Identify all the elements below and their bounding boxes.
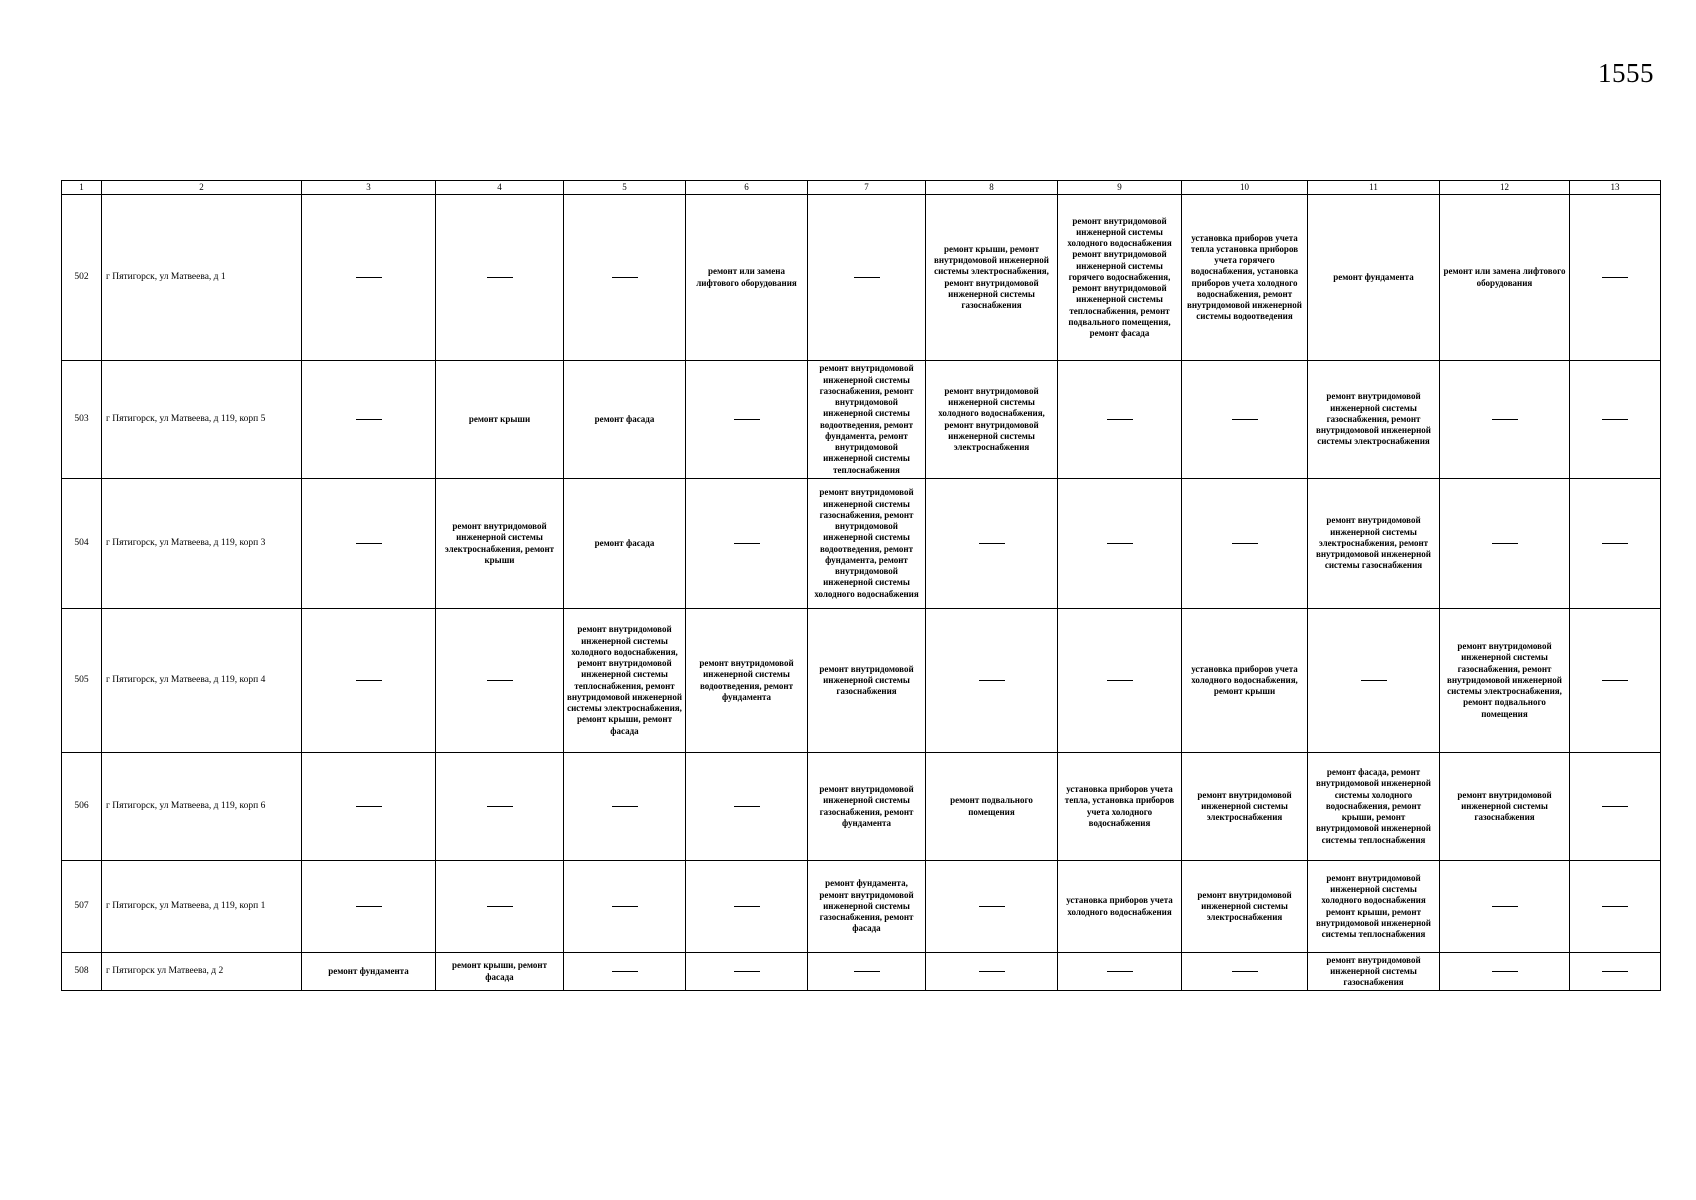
work-type-cell: ремонт внутридомовой инженерной системы газоснабжения	[1440, 753, 1570, 861]
empty-dash-cell	[1440, 479, 1570, 609]
work-type-cell: ремонт фундамента	[1308, 195, 1440, 361]
dash-mark	[356, 906, 382, 907]
dash-mark	[612, 971, 638, 972]
column-number: 3	[302, 181, 436, 195]
dash-mark	[734, 906, 760, 907]
empty-dash-cell	[1440, 861, 1570, 953]
dash-mark	[1107, 419, 1133, 420]
column-number: 4	[436, 181, 564, 195]
work-type-cell: ремонт внутридомовой инженерной системы газоснабжения	[808, 609, 926, 753]
column-number-row	[62, 181, 1661, 195]
dash-mark	[979, 906, 1005, 907]
dash-mark	[487, 906, 513, 907]
dash-mark	[1492, 906, 1518, 907]
empty-dash-cell	[1058, 479, 1182, 609]
work-type-cell: ремонт внутридомовой инженерной системы электроснабжения, ремонт внутридомовой инженерной системы газоснабжения	[1308, 479, 1440, 609]
dash-mark	[1602, 543, 1628, 544]
work-type-cell: установка приборов учета холодного водоснабжения, ремонт крыши	[1182, 609, 1308, 753]
work-type-cell: ремонт внутридомовой инженерной системы газоснабжения, ремонт внутридомовой инженерной системы электроснабжения, ремонт подвального помещения	[1440, 609, 1570, 753]
column-number: 9	[1058, 181, 1182, 195]
dash-mark	[734, 971, 760, 972]
dash-mark	[1492, 543, 1518, 544]
work-type-cell: ремонт внутридомовой инженерной системы электроснабжения	[1182, 861, 1308, 953]
table-row	[62, 361, 1661, 479]
table-row	[62, 753, 1661, 861]
empty-dash-cell	[1440, 361, 1570, 479]
empty-dash-cell	[302, 361, 436, 479]
empty-dash-cell	[564, 861, 686, 953]
dash-mark	[854, 277, 880, 278]
row-number: 508	[62, 953, 102, 991]
empty-dash-cell	[808, 195, 926, 361]
dash-mark	[734, 806, 760, 807]
column-number: 13	[1570, 181, 1661, 195]
work-type-cell: ремонт подвального помещения	[926, 753, 1058, 861]
work-type-cell: ремонт внутридомовой инженерной системы водоотведения, ремонт фундамента	[686, 609, 808, 753]
empty-dash-cell	[564, 953, 686, 991]
empty-dash-cell	[1182, 479, 1308, 609]
work-type-cell: установка приборов учета холодного водоснабжения	[1058, 861, 1182, 953]
work-type-cell: ремонт внутридомовой инженерной системы электроснабжения, ремонт крыши	[436, 479, 564, 609]
empty-dash-cell	[686, 479, 808, 609]
work-type-cell: ремонт внутридомовой инженерной системы холодного водоснабжения, ремонт внутридомовой инженерной системы теплоснабжения, ремонт внутридомовой инженерной системы электроснабжения, ремонт крыши, ремонт фасада	[564, 609, 686, 753]
column-number: 1	[62, 181, 102, 195]
dash-mark	[734, 543, 760, 544]
row-number: 505	[62, 609, 102, 753]
work-type-cell: ремонт внутридомовой инженерной системы электроснабжения	[1182, 753, 1308, 861]
empty-dash-cell	[1308, 609, 1440, 753]
empty-dash-cell	[808, 953, 926, 991]
empty-dash-cell	[686, 753, 808, 861]
work-type-cell: ремонт фасада	[564, 361, 686, 479]
dash-mark	[612, 806, 638, 807]
dash-mark	[1232, 543, 1258, 544]
empty-dash-cell	[686, 861, 808, 953]
dash-mark	[734, 419, 760, 420]
dash-mark	[1232, 419, 1258, 420]
column-number: 5	[564, 181, 686, 195]
dash-mark	[854, 971, 880, 972]
empty-dash-cell	[1570, 195, 1661, 361]
empty-dash-cell	[302, 195, 436, 361]
empty-dash-cell	[436, 861, 564, 953]
dash-mark	[356, 680, 382, 681]
row-number: 502	[62, 195, 102, 361]
empty-dash-cell	[302, 861, 436, 953]
empty-dash-cell	[1182, 953, 1308, 991]
dash-mark	[1107, 680, 1133, 681]
empty-dash-cell	[1058, 361, 1182, 479]
empty-dash-cell	[686, 361, 808, 479]
address-cell: г Пятигорск ул Матвеева, д 2	[102, 953, 302, 991]
empty-dash-cell	[1570, 609, 1661, 753]
dash-mark	[612, 277, 638, 278]
work-type-cell: ремонт крыши	[436, 361, 564, 479]
dash-mark	[979, 971, 1005, 972]
dash-mark	[1232, 971, 1258, 972]
dash-mark	[487, 806, 513, 807]
work-type-cell: ремонт внутридомовой инженерной системы газоснабжения	[1308, 953, 1440, 991]
table-row	[62, 609, 1661, 753]
dash-mark	[1602, 680, 1628, 681]
dash-mark	[487, 277, 513, 278]
dash-mark	[356, 543, 382, 544]
row-number: 507	[62, 861, 102, 953]
empty-dash-cell	[302, 479, 436, 609]
column-number: 7	[808, 181, 926, 195]
capital-repair-table	[61, 180, 1661, 991]
empty-dash-cell	[1570, 861, 1661, 953]
address-cell: г Пятигорск, ул Матвеева, д 119, корп 5	[102, 361, 302, 479]
address-cell: г Пятигорск, ул Матвеева, д 119, корп 1	[102, 861, 302, 953]
empty-dash-cell	[926, 479, 1058, 609]
work-type-cell: ремонт фасада	[564, 479, 686, 609]
row-number: 503	[62, 361, 102, 479]
work-type-cell: ремонт внутридомовой инженерной системы газоснабжения, ремонт внутридомовой инженерной системы водоотведения, ремонт фундамента, ремонт внутридомовой инженерной системы теплоснабжения	[808, 361, 926, 479]
dash-mark	[356, 419, 382, 420]
empty-dash-cell	[1570, 361, 1661, 479]
column-number: 8	[926, 181, 1058, 195]
empty-dash-cell	[1058, 609, 1182, 753]
empty-dash-cell	[302, 609, 436, 753]
column-number: 12	[1440, 181, 1570, 195]
dash-mark	[1492, 419, 1518, 420]
empty-dash-cell	[1182, 361, 1308, 479]
empty-dash-cell	[302, 753, 436, 861]
dash-mark	[1602, 419, 1628, 420]
empty-dash-cell	[1058, 953, 1182, 991]
row-number: 504	[62, 479, 102, 609]
dash-mark	[487, 680, 513, 681]
work-type-cell: установка приборов учета тепла, установка приборов учета холодного водоснабжения	[1058, 753, 1182, 861]
work-type-cell: ремонт фундамента	[302, 953, 436, 991]
empty-dash-cell	[1440, 953, 1570, 991]
work-type-cell: ремонт внутридомовой инженерной системы холодного водоснабжения ремонт внутридомовой инженерной системы горячего водоснабжения, ремонт внутридомовой инженерной системы теплоснабжения, ремонт подвального помещения, ремонт фасада	[1058, 195, 1182, 361]
dash-mark	[1107, 971, 1133, 972]
address-cell: г Пятигорск, ул Матвеева, д 119, корп 3	[102, 479, 302, 609]
page-number: 1555	[1598, 58, 1654, 88]
work-type-cell: ремонт внутридомовой инженерной системы холодного водоснабжения ремонт крыши, ремонт внутридомовой инженерной системы теплоснабжения	[1308, 861, 1440, 953]
address-cell: г Пятигорск, ул Матвеева, д 119, корп 6	[102, 753, 302, 861]
work-type-cell: ремонт крыши, ремонт внутридомовой инженерной системы электроснабжения, ремонт внутридомовой инженерной системы газоснабжения	[926, 195, 1058, 361]
column-number: 6	[686, 181, 808, 195]
table-row	[62, 953, 1661, 991]
dash-mark	[1602, 971, 1628, 972]
work-type-cell: ремонт фасада, ремонт внутридомовой инженерной системы холодного водоснабжения, ремонт крыши, ремонт внутридомовой инженерной системы теплоснабжения	[1308, 753, 1440, 861]
work-type-cell: ремонт внутридомовой инженерной системы холодного водоснабжения, ремонт внутридомовой инженерной системы электроснабжения	[926, 361, 1058, 479]
work-type-cell: ремонт фундамента, ремонт внутридомовой инженерной системы газоснабжения, ремонт фасада	[808, 861, 926, 953]
empty-dash-cell	[564, 195, 686, 361]
work-type-cell: ремонт внутридомовой инженерной системы газоснабжения, ремонт внутридомовой инженерной системы водоотведения, ремонт фундамента, ремонт внутридомовой инженерной системы холодного водоснабжения	[808, 479, 926, 609]
dash-mark	[1602, 906, 1628, 907]
work-type-cell: ремонт или замена лифтового оборудования	[686, 195, 808, 361]
work-type-cell: установка приборов учета тепла установка приборов учета горячего водоснабжения, установка приборов учета холодного водоснабжения, ремонт внутридомовой инженерной системы водоотведения	[1182, 195, 1308, 361]
dash-mark	[356, 277, 382, 278]
table-row	[62, 861, 1661, 953]
address-cell: г Пятигорск, ул Матвеева, д 119, корп 4	[102, 609, 302, 753]
dash-mark	[612, 906, 638, 907]
column-number: 10	[1182, 181, 1308, 195]
address-cell: г Пятигорск, ул Матвеева, д 1	[102, 195, 302, 361]
column-number: 11	[1308, 181, 1440, 195]
dash-mark	[979, 680, 1005, 681]
empty-dash-cell	[686, 953, 808, 991]
empty-dash-cell	[926, 861, 1058, 953]
dash-mark	[1107, 543, 1133, 544]
table-row	[62, 479, 1661, 609]
work-type-cell: ремонт внутридомовой инженерной системы газоснабжения, ремонт внутридомовой инженерной системы электроснабжения	[1308, 361, 1440, 479]
column-number: 2	[102, 181, 302, 195]
dash-mark	[1492, 971, 1518, 972]
table-row	[62, 195, 1661, 361]
dash-mark	[1602, 806, 1628, 807]
empty-dash-cell	[436, 753, 564, 861]
empty-dash-cell	[926, 609, 1058, 753]
empty-dash-cell	[436, 609, 564, 753]
row-number: 506	[62, 753, 102, 861]
empty-dash-cell	[926, 953, 1058, 991]
work-type-cell: ремонт или замена лифтового оборудования	[1440, 195, 1570, 361]
work-type-cell: ремонт внутридомовой инженерной системы газоснабжения, ремонт фундамента	[808, 753, 926, 861]
work-type-cell: ремонт крыши, ремонт фасада	[436, 953, 564, 991]
dash-mark	[1361, 680, 1387, 681]
empty-dash-cell	[1570, 953, 1661, 991]
dash-mark	[979, 543, 1005, 544]
empty-dash-cell	[1570, 479, 1661, 609]
dash-mark	[1602, 277, 1628, 278]
empty-dash-cell	[564, 753, 686, 861]
empty-dash-cell	[436, 195, 564, 361]
dash-mark	[356, 806, 382, 807]
empty-dash-cell	[1570, 753, 1661, 861]
